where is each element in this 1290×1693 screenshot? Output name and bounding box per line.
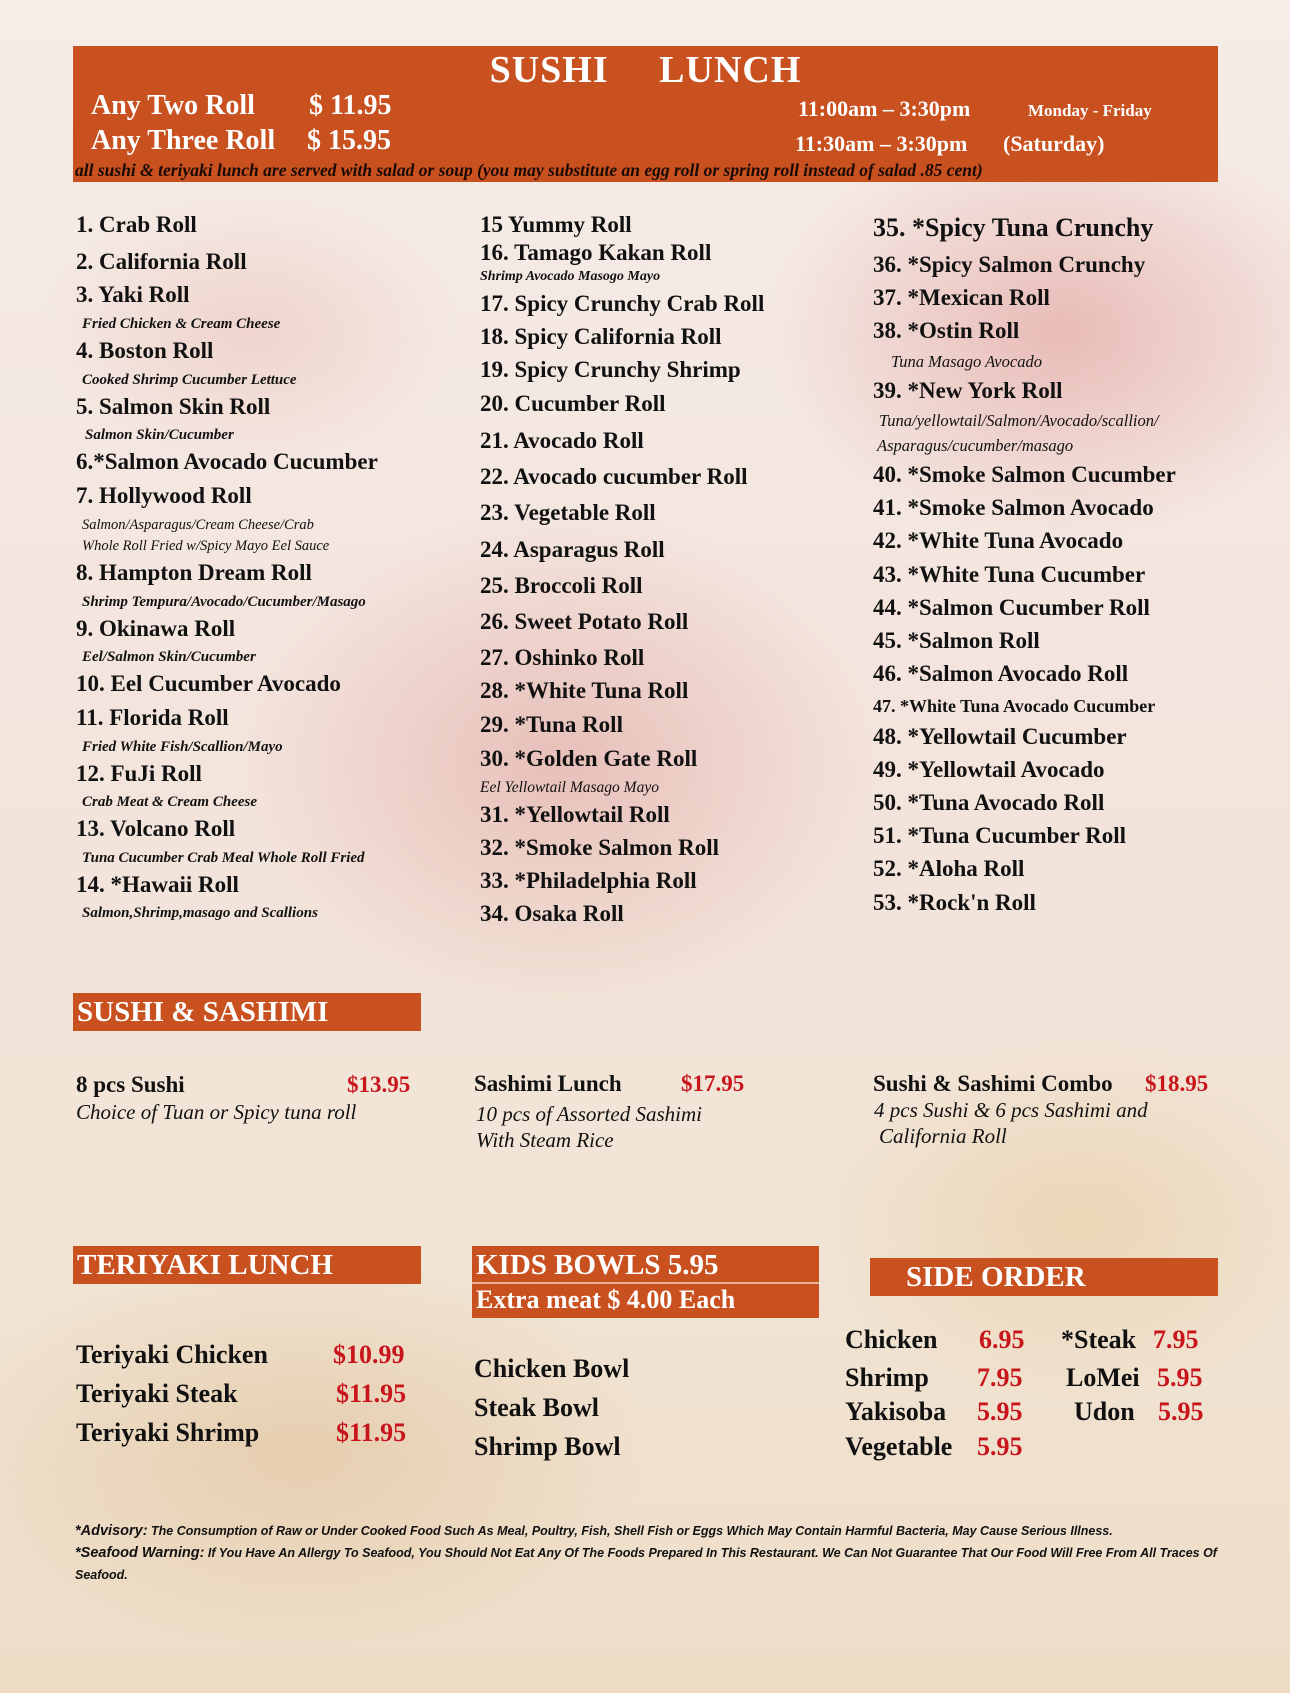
roll-item: 8. Hampton Dream Roll <box>76 560 312 585</box>
roll-item: 43. *White Tuna Cucumber <box>873 562 1146 587</box>
side-item-price: 7.95 <box>977 1363 1023 1392</box>
roll-item: 34. Osaka Roll <box>480 901 624 926</box>
side-item-price: 7.95 <box>1153 1325 1199 1354</box>
roll-description: Eel/Salmon Skin/Cucumber <box>82 649 256 665</box>
three-roll-label: Any Three Roll <box>91 125 276 156</box>
roll-item: 24. Asparagus Roll <box>480 537 665 562</box>
roll-item: 14. *Hawaii Roll <box>76 872 239 897</box>
roll-item: 39. *New York Roll <box>873 378 1063 403</box>
roll-item: 4. Boston Roll <box>76 338 214 363</box>
roll-description: Fried White Fish/Scallion/Mayo <box>82 739 283 755</box>
roll-description: Whole Roll Fried w/Spicy Mayo Eel Sauce <box>82 538 330 554</box>
roll-item: 13. Volcano Roll <box>76 816 236 841</box>
kids-bowl-item: Shrimp Bowl <box>474 1432 621 1461</box>
side-item-name: Yakisoba <box>845 1397 947 1426</box>
roll-item: 27. Oshinko Roll <box>480 645 645 670</box>
kids-bowls-heading: KIDS BOWLS 5.95 <box>476 1249 719 1281</box>
roll-description: Asparagus/cucumber/masago <box>877 436 1074 455</box>
sashimi-item-desc: California Roll <box>879 1124 1007 1148</box>
header-banner <box>73 46 1218 182</box>
roll-item: 42. *White Tuna Avocado <box>873 528 1124 553</box>
side-item-name: *Steak <box>1061 1325 1137 1354</box>
advisory-notice <box>75 1520 1275 1586</box>
roll-item: 49. *Yellowtail Avocado <box>873 757 1105 782</box>
sashimi-item-name: 8 pcs Sushi <box>76 1072 185 1097</box>
roll-item: 37. *Mexican Roll <box>873 285 1050 310</box>
teriyaki-item-name: Teriyaki Shrimp <box>76 1418 260 1447</box>
roll-item: 17. Spicy Crunchy Crab Roll <box>480 291 765 316</box>
roll-item: 7. Hollywood Roll <box>76 483 252 508</box>
sashimi-item-name: Sushi & Sashimi Combo <box>873 1071 1113 1096</box>
roll-item: 15 Yummy Roll <box>480 212 632 237</box>
roll-item: 18. Spicy California Roll <box>480 324 722 349</box>
two-roll-label: Any Two Roll <box>91 90 255 121</box>
roll-item: 22. Avocado cucumber Roll <box>480 464 748 489</box>
roll-item: 52. *Aloha Roll <box>873 856 1025 881</box>
kids-bowls-divider <box>472 1282 819 1284</box>
seafood-warning-text: If You Have An Allergy To Seafood, You Should Not Eat Any Of The Foods Prepared In This Restaurant. We Can Not Guarantee That Our Food Will Free From All Traces Of Seafood. <box>75 1546 1217 1582</box>
kids-bowls-heading-box <box>472 1246 819 1318</box>
seafood-warning-line <box>75 1542 1225 1586</box>
days-weekday: Monday - Friday <box>1028 101 1152 120</box>
advisory-label: *Advisory: <box>75 1523 148 1539</box>
sushi-sashimi-heading: SUSHI & SASHIMI <box>73 993 421 1031</box>
roll-item: 16. Tamago Kakan Roll <box>480 240 712 265</box>
roll-item: 5. Salmon Skin Roll <box>76 394 271 419</box>
kids-bowl-item: Steak Bowl <box>474 1393 599 1422</box>
side-item-name: LoMei <box>1066 1363 1140 1392</box>
roll-item: 10. Eel Cucumber Avocado <box>76 671 341 696</box>
page-title: SUSHI LUNCH <box>489 49 802 91</box>
hours-weekday: 11:00am – 3:30pm <box>798 96 971 121</box>
roll-item: 44. *Salmon Cucumber Roll <box>873 595 1150 620</box>
roll-description: Salmon/Asparagus/Cream Cheese/Crab <box>82 517 314 533</box>
roll-item: 23. Vegetable Roll <box>480 500 656 525</box>
teriyaki-item-price: $11.95 <box>336 1379 407 1408</box>
side-item-price: 5.95 <box>1158 1397 1204 1426</box>
roll-item: 9. Okinawa Roll <box>76 616 236 641</box>
side-item-price: 5.95 <box>1157 1363 1203 1392</box>
seafood-warning-label: *Seafood Warning: <box>75 1545 205 1561</box>
roll-item: 11. Florida Roll <box>76 705 229 730</box>
sashimi-item-desc: Choice of Tuan or Spicy tuna roll <box>76 1100 357 1124</box>
roll-description: Eel Yellowtail Masago Mayo <box>480 779 659 796</box>
days-saturday: (Saturday) <box>1003 131 1105 156</box>
side-order-heading: SIDE ORDER <box>870 1258 1218 1296</box>
roll-description: Shrimp Tempura/Avocado/Cucumber/Masago <box>82 594 366 610</box>
roll-item: 28. *White Tuna Roll <box>480 678 689 703</box>
teriyaki-item-name: Teriyaki Chicken <box>76 1340 268 1369</box>
roll-item: 2. California Roll <box>76 249 247 274</box>
side-item-name: Vegetable <box>845 1432 953 1461</box>
roll-item: 45. *Salmon Roll <box>873 628 1040 653</box>
sashimi-item-price: $17.95 <box>681 1071 745 1096</box>
roll-item: 20. Cucumber Roll <box>480 391 666 416</box>
sashimi-item-desc: 10 pcs of Assorted Sashimi <box>476 1102 702 1126</box>
sashimi-item-price: $18.95 <box>1145 1071 1209 1096</box>
roll-item: 51. *Tuna Cucumber Roll <box>873 823 1127 848</box>
sashimi-item-name: Sashimi Lunch <box>474 1071 622 1096</box>
roll-item: 41. *Smoke Salmon Avocado <box>873 495 1154 520</box>
hours-saturday: 11:30am – 3:30pm <box>795 131 968 156</box>
roll-description: Cooked Shrimp Cucumber Lettuce <box>82 372 297 388</box>
side-item-name: Shrimp <box>845 1363 929 1392</box>
side-item-name: Chicken <box>845 1325 938 1354</box>
kids-bowls-subheading: Extra meat $ 4.00 Each <box>476 1285 736 1314</box>
roll-item: 1. Crab Roll <box>76 212 197 237</box>
roll-description: Tuna/yellowtail/Salmon/Avocado/scallion/ <box>879 411 1159 430</box>
roll-item: 53. *Rock'n Roll <box>873 890 1036 915</box>
roll-item: 38. *Ostin Roll <box>873 318 1020 343</box>
roll-item: 31. *Yellowtail Roll <box>480 802 670 827</box>
roll-item: 40. *Smoke Salmon Cucumber <box>873 462 1176 487</box>
teriyaki-item-price: $11.95 <box>336 1418 407 1447</box>
roll-item: 35. *Spicy Tuna Crunchy <box>873 213 1154 242</box>
roll-item: 50. *Tuna Avocado Roll <box>873 790 1105 815</box>
sashimi-item-desc: 4 pcs Sushi & 6 pcs Sashimi and <box>874 1098 1148 1122</box>
teriyaki-heading: TERIYAKI LUNCH <box>73 1246 421 1284</box>
sashimi-item-price: $13.95 <box>347 1072 411 1097</box>
roll-item: 33. *Philadelphia Roll <box>480 868 697 893</box>
roll-item: 47. *White Tuna Avocado Cucumber <box>873 696 1156 716</box>
roll-item: 36. *Spicy Salmon Crunchy <box>873 252 1146 277</box>
roll-description: Tuna Masago Avocado <box>891 352 1042 371</box>
side-item-price: 5.95 <box>977 1397 1023 1426</box>
roll-description: Salmon Skin/Cucumber <box>85 427 234 443</box>
roll-item: 32. *Smoke Salmon Roll <box>480 835 719 860</box>
roll-item: 46. *Salmon Avocado Roll <box>873 661 1129 686</box>
advisory-text: The Consumption of Raw or Under Cooked Food Such As Meal, Poultry, Fish, Shell Fish or Eggs Which May Contain Harmful Bacteria, May Cause Serious Illness. <box>151 1524 1113 1538</box>
roll-item: 30. *Golden Gate Roll <box>480 746 698 771</box>
roll-item: 6.*Salmon Avocado Cucumber <box>76 449 378 474</box>
side-item-price: 6.95 <box>979 1325 1025 1354</box>
teriyaki-item-price: $10.99 <box>333 1340 405 1369</box>
roll-description: Shrimp Avocado Masogo Mayo <box>480 269 661 284</box>
roll-item: 26. Sweet Potato Roll <box>480 609 689 634</box>
advisory-line <box>75 1520 1275 1542</box>
roll-item: 3. Yaki Roll <box>76 282 190 307</box>
header-note: all sushi & teriyaki lunch are served with salad or soup (you may substitute an egg roll or spring roll instead of salad .85 cent) <box>75 160 983 180</box>
roll-description: Fried Chicken & Cream Cheese <box>82 316 281 332</box>
roll-item: 48. *Yellowtail Cucumber <box>873 724 1127 749</box>
roll-item: 25. Broccoli Roll <box>480 573 643 598</box>
roll-item: 21. Avocado Roll <box>480 428 644 453</box>
roll-description: Crab Meat & Cream Cheese <box>82 794 257 810</box>
roll-description: Salmon,Shrimp,masago and Scallions <box>82 905 318 921</box>
roll-item: 29. *Tuna Roll <box>480 712 623 737</box>
roll-item: 12. FuJi Roll <box>76 761 202 786</box>
two-roll-price: $ 11.95 <box>309 90 392 121</box>
roll-item: 19. Spicy Crunchy Shrimp <box>480 357 741 382</box>
roll-description: Tuna Cucumber Crab Meal Whole Roll Fried <box>82 850 365 866</box>
kids-bowl-item: Chicken Bowl <box>474 1354 630 1383</box>
side-item-name: Udon <box>1074 1397 1135 1426</box>
teriyaki-item-name: Teriyaki Steak <box>76 1379 238 1408</box>
three-roll-price: $ 15.95 <box>307 125 391 156</box>
sashimi-item-desc: With Steam Rice <box>476 1128 614 1152</box>
side-item-price: 5.95 <box>977 1432 1023 1461</box>
